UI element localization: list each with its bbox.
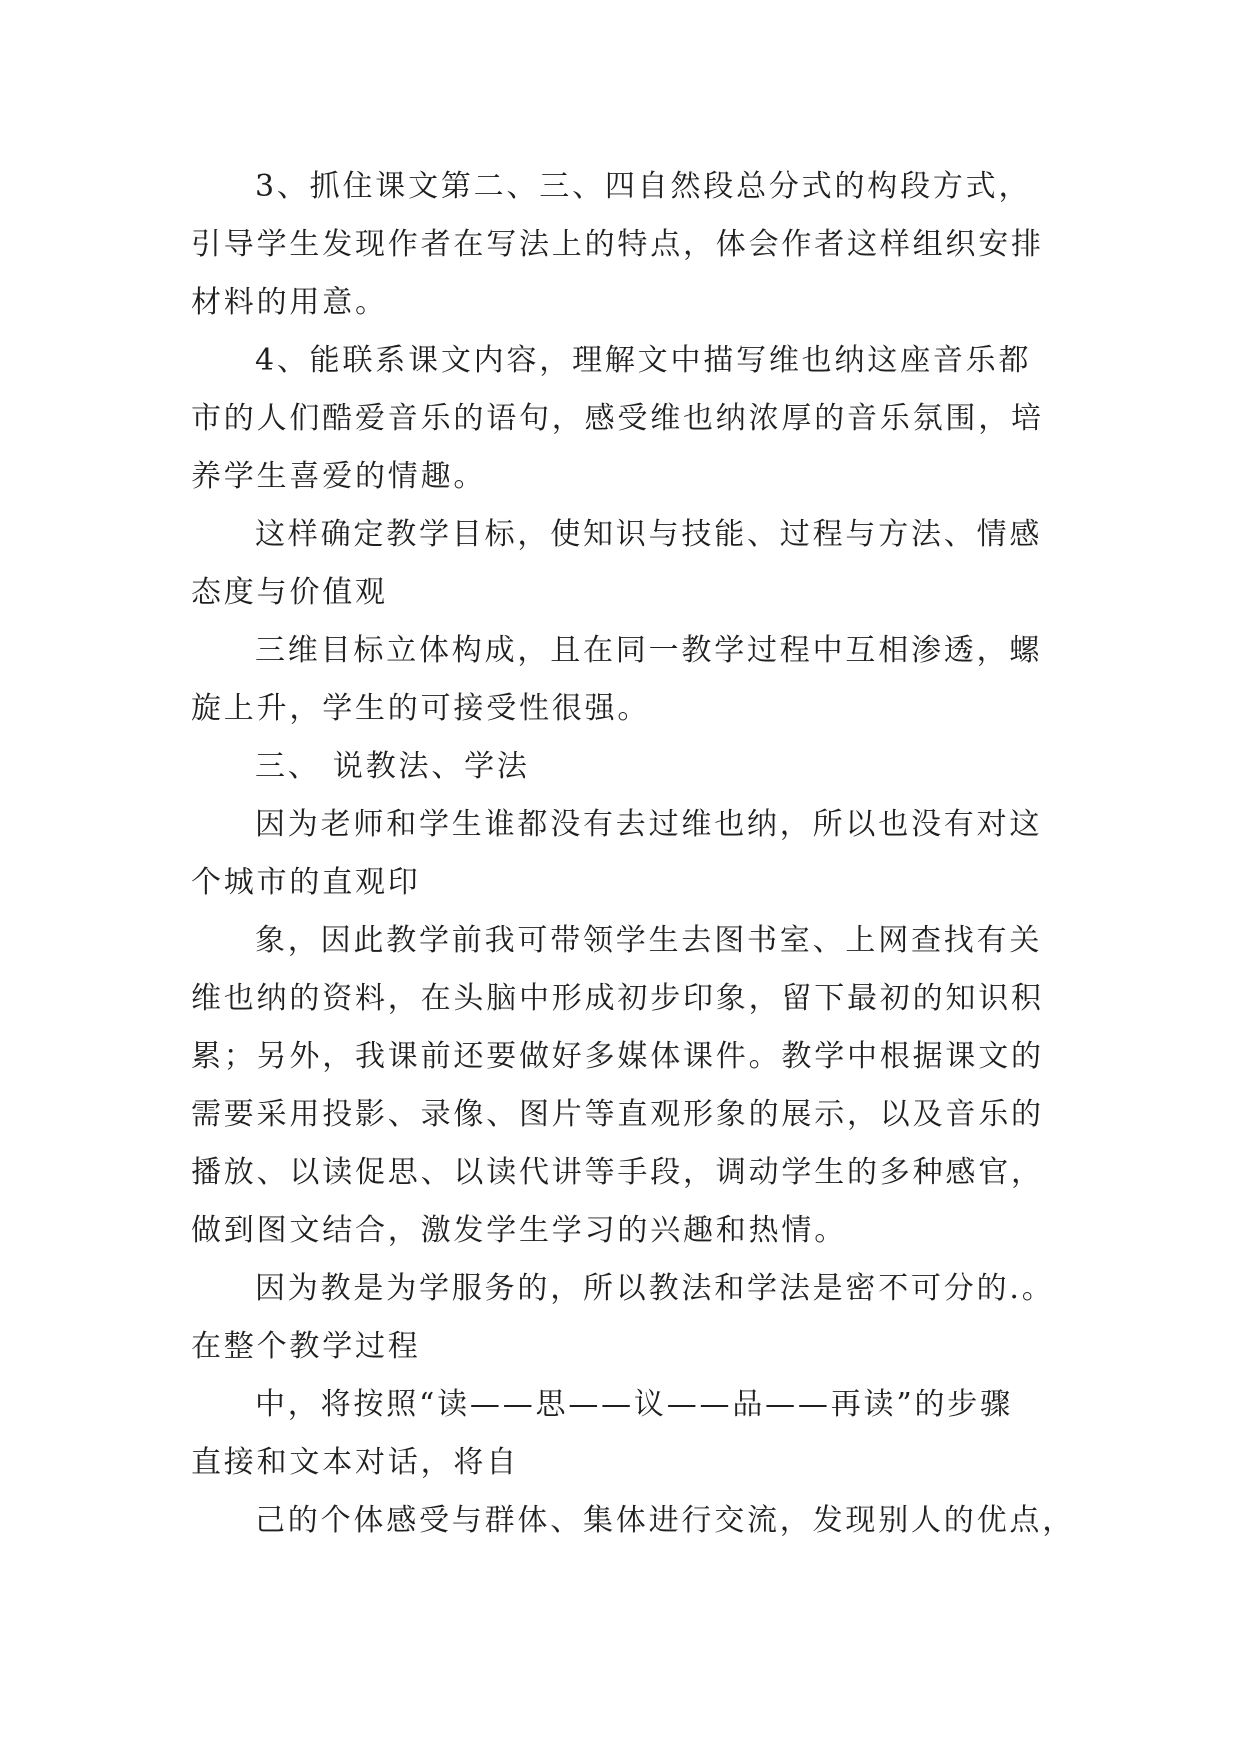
text-line: 这样确定教学目标，使知识与技能、过程与方法、情感 — [255, 517, 1043, 552]
text-line: 个城市的直观印 — [191, 865, 421, 900]
text-line: 三维目标立体构成，且在同一教学过程中互相渗透，螺 — [255, 633, 1043, 668]
text-line: 己的个体感受与群体、集体进行交流，发现别人的优点， — [255, 1503, 1075, 1538]
text-line: 3、抓住课文第二、三、四自然段总分式的构段方式， — [255, 169, 1032, 204]
text-line: 态度与价值观 — [191, 575, 388, 610]
text-line: 直接和文本对话，将自 — [191, 1445, 519, 1480]
text-line: 播放、以读促思、以读代讲等手段，调动学生的多种感官， — [191, 1155, 1044, 1190]
text-line: 养学生喜爱的情趣。 — [191, 459, 487, 494]
text-line: 三、 说教法、学法 — [255, 749, 530, 784]
text-line: 引导学生发现作者在写法上的特点，体会作者这样组织安排 — [191, 227, 1044, 262]
text-line: 中，将按照“读——思——议——品——再读”的步骤 — [255, 1387, 1013, 1422]
text-line: 做到图文结合，激发学生学习的兴趣和热情。 — [191, 1213, 847, 1248]
text-line: 象，因此教学前我可带领学生去图书室、上网查找有关 — [255, 923, 1043, 958]
document-body — [191, 158, 1075, 1550]
text-line: 因为教是为学服务的，所以教法和学法是密不可分的.。 — [255, 1271, 1055, 1306]
text-line: 需要采用投影、录像、图片等直观形象的展示，以及音乐的 — [191, 1097, 1044, 1132]
text-line: 维也纳的资料，在头脑中形成初步印象，留下最初的知识积 — [191, 981, 1044, 1016]
text-line: 因为老师和学生谁都没有去过维也纳，所以也没有对这 — [255, 807, 1043, 842]
text-line: 旋上升，学生的可接受性很强。 — [191, 691, 651, 726]
text-line: 材料的用意。 — [191, 285, 388, 320]
text-line: 在整个教学过程 — [191, 1329, 421, 1364]
text-line: 累；另外，我课前还要做好多媒体课件。教学中根据课文的 — [191, 1039, 1044, 1074]
text-line: 市的人们酷爱音乐的语句，感受维也纳浓厚的音乐氛围，培 — [191, 401, 1044, 436]
text-line: 4、能联系课文内容，理解文中描写维也纳这座音乐都 — [255, 343, 1032, 378]
